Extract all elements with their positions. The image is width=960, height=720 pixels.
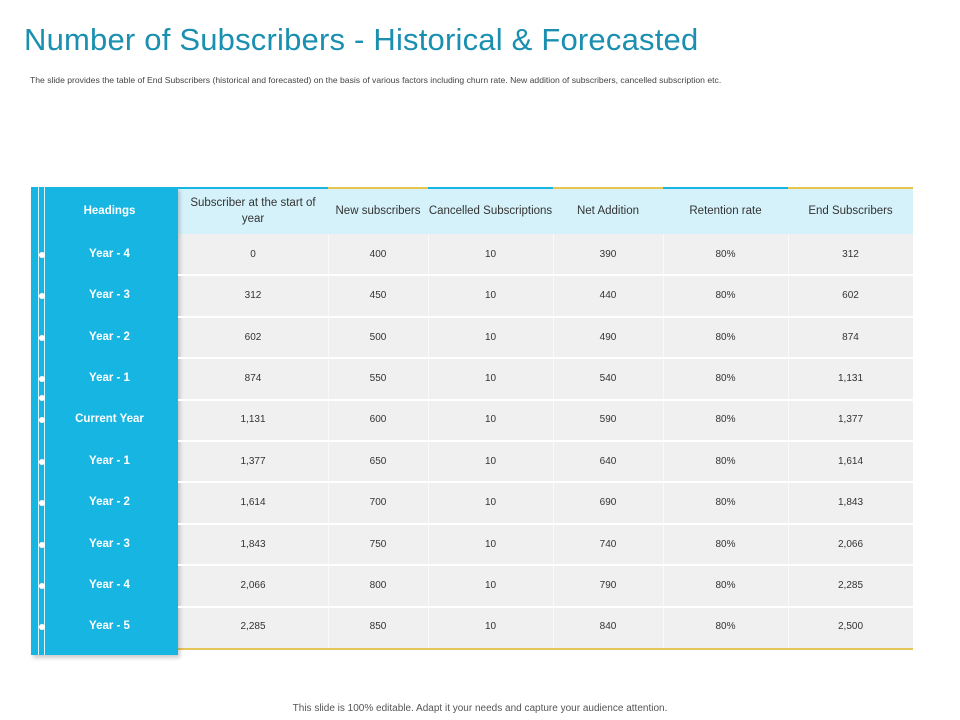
row-divider (178, 606, 913, 608)
table-cell: 80% (715, 414, 736, 426)
row-label: Year - 4 (89, 578, 130, 591)
row-label: Year - 4 (89, 247, 130, 260)
table-cell: 1,377 (240, 455, 266, 467)
table-cell: 740 (599, 538, 617, 550)
row-divider (178, 399, 913, 401)
table-cell: 1,131 (240, 414, 266, 426)
table-cell: 0 (250, 248, 256, 260)
table-cell: 2,066 (240, 579, 266, 591)
table-cell: 650 (369, 455, 387, 467)
table-cell: 80% (715, 621, 736, 633)
table-cell: 1,843 (240, 538, 266, 550)
table-cell: 10 (484, 248, 497, 260)
table-cell: 874 (244, 372, 262, 384)
table-cell: 10 (484, 538, 497, 550)
table-cell: 10 (484, 372, 497, 384)
row-label: Year - 1 (89, 454, 130, 467)
table-cell: 640 (599, 455, 617, 467)
table-cell: 602 (244, 331, 262, 343)
table-cell: 80% (715, 372, 736, 384)
table-cell: 700 (369, 497, 387, 509)
table-cell: 10 (484, 621, 497, 633)
table-cell: 2,500 (837, 621, 864, 633)
table-cell: 312 (244, 290, 262, 302)
table-cell: 690 (599, 497, 617, 509)
table-cell: 2,066 (837, 538, 864, 550)
table-cell: 800 (369, 579, 387, 591)
table-cell: 80% (715, 497, 736, 509)
row-label: Year - 2 (89, 330, 130, 343)
table-cell: 10 (484, 455, 497, 467)
table-cell: 440 (599, 290, 617, 302)
footer-note: This slide is 100% editable. Adapt it your needs and capture your audience attention. (292, 703, 668, 714)
row-label: Current Year (75, 413, 144, 426)
row-divider (178, 564, 913, 566)
page-subtitle: The slide provides the table of End Subscribers (historical and forecasted) on the basis of various factors including churn rate. New addition of subscribers, cancelled subscription etc. (30, 75, 722, 85)
table-cell: 80% (715, 248, 736, 260)
table-cell: 602 (842, 290, 859, 302)
table-cell: 80% (715, 538, 736, 550)
column-header: End Subscribers (788, 187, 913, 234)
table-cell: 590 (599, 414, 617, 426)
table-cell: 2,285 (240, 621, 266, 633)
column-header: Net Addition (553, 187, 663, 234)
table-cell: 1,131 (837, 372, 864, 384)
table-cell: 540 (599, 372, 617, 384)
table-cell: 2,285 (837, 579, 864, 591)
table-cell: 790 (599, 579, 617, 591)
row-label: Year - 5 (89, 620, 130, 633)
column-header: Retention rate (663, 187, 788, 234)
table-cell: 10 (484, 497, 497, 509)
column-header: Cancelled Subscriptions (428, 187, 553, 234)
table-cell: 490 (599, 331, 617, 343)
row-divider (178, 274, 913, 276)
table-cell: 550 (369, 372, 387, 384)
table-cell: 80% (715, 331, 736, 343)
table-cell: 10 (484, 290, 497, 302)
table-cell: 750 (369, 538, 387, 550)
row-divider (178, 357, 913, 359)
bullet-dot (39, 395, 45, 401)
table-cell: 874 (842, 331, 859, 343)
row-divider (178, 316, 913, 318)
table-cell: 1,843 (837, 497, 864, 509)
table-cell: 80% (715, 455, 736, 467)
column-header: Subscriber at the start of year (178, 187, 328, 234)
table-cell: 80% (715, 290, 736, 302)
column-header: New subscribers (328, 187, 428, 234)
row-label: Year - 1 (89, 371, 130, 384)
row-label: Year - 3 (89, 537, 130, 550)
table-cell: 500 (369, 331, 387, 343)
table-corner-header: Headings (83, 205, 136, 217)
row-label: Year - 3 (89, 289, 130, 302)
page-title: Number of Subscribers - Historical & Forecasted (24, 22, 699, 57)
row-divider (178, 481, 913, 483)
table-cell: 1,614 (240, 497, 266, 509)
table-cell: 600 (369, 414, 387, 426)
row-label: Year - 2 (89, 496, 130, 509)
table-cell: 850 (369, 621, 387, 633)
table-cell: 10 (484, 579, 497, 591)
table-cell: 450 (369, 290, 387, 302)
table-cell: 840 (599, 621, 617, 633)
table-cell: 390 (599, 248, 617, 260)
table-cell: 1,614 (837, 455, 864, 467)
table-cell: 10 (484, 414, 497, 426)
row-divider (178, 440, 913, 442)
table-cell: 1,377 (837, 414, 864, 426)
table-cell: 312 (842, 248, 859, 260)
row-divider (178, 523, 913, 525)
table-cell: 400 (369, 248, 387, 260)
table-cell: 10 (484, 331, 497, 343)
table-cell: 80% (715, 579, 736, 591)
